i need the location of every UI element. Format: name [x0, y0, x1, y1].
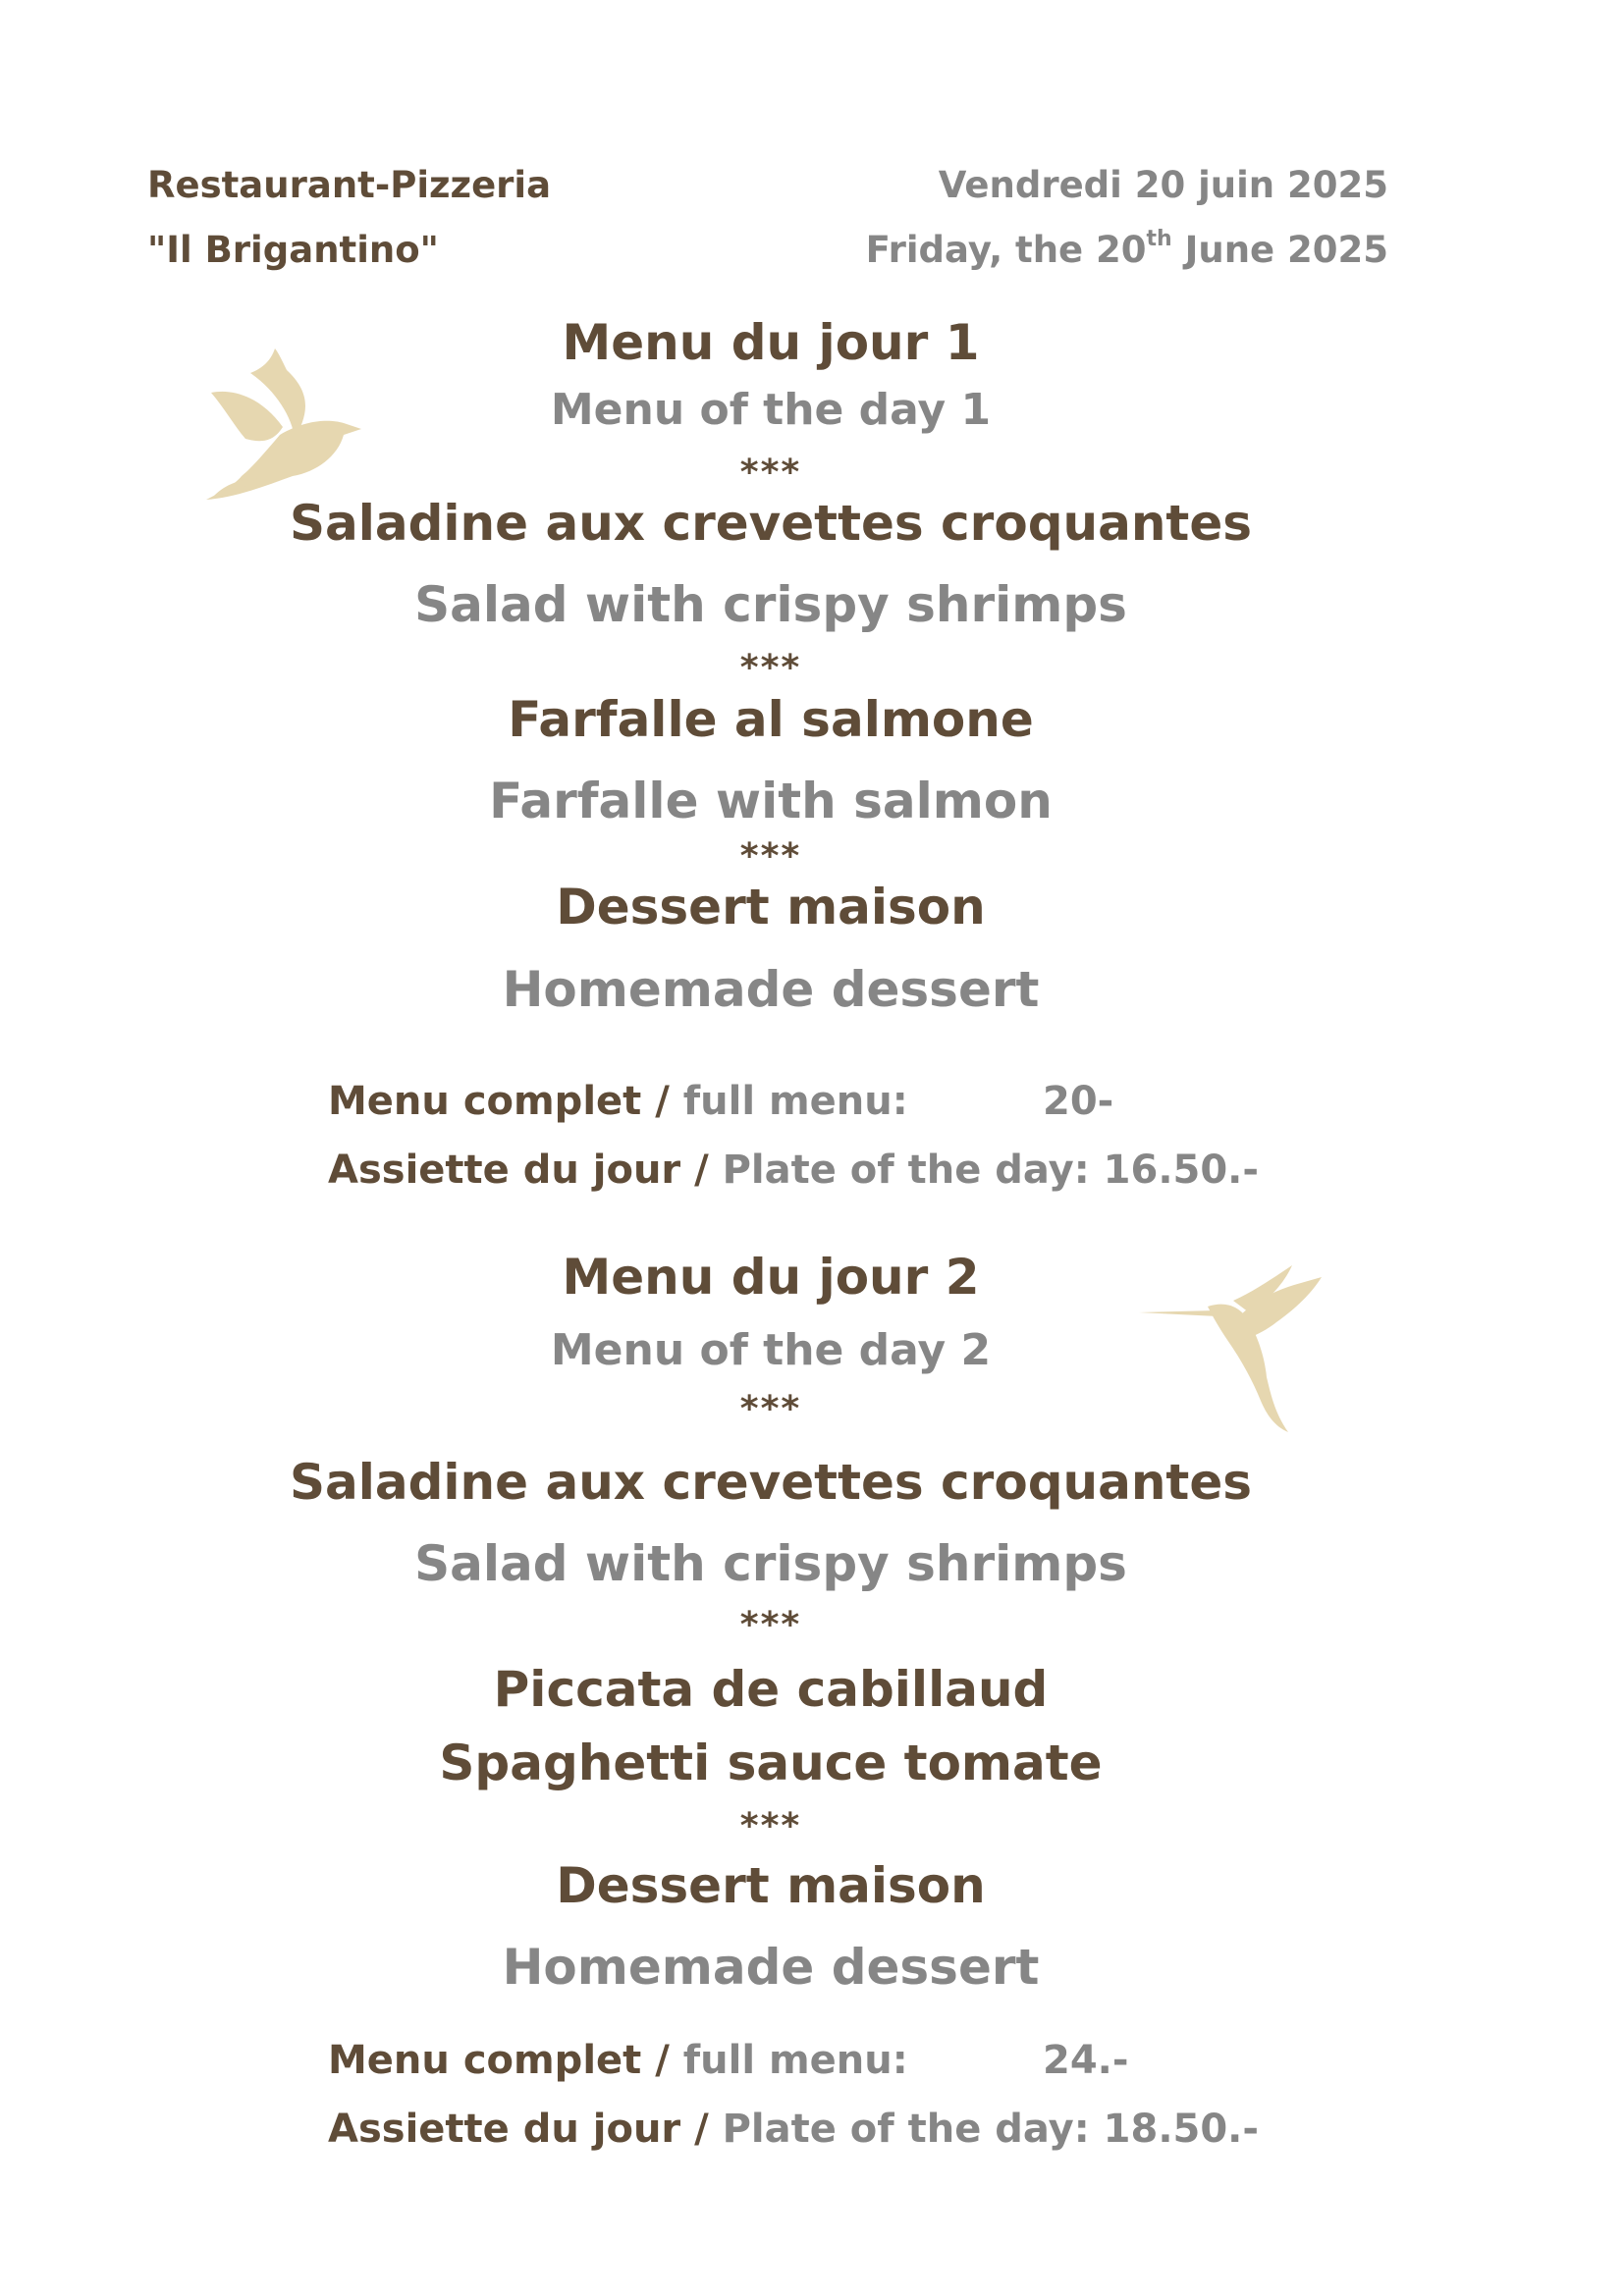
menu1-dessert-en: Homemade dessert [502, 961, 1040, 1018]
date-en-prefix: Friday, the 20 [865, 229, 1147, 271]
menu2-plate-label-en: Plate of the day: [722, 2107, 1104, 2152]
menu2-full-menu-label [328, 2038, 908, 2083]
menu1-plate-price: 16.50.- [1103, 1148, 1259, 1193]
menu1-main-fr: Farfalle al salmone [508, 691, 1034, 748]
menu2-separator-2: *** [739, 1605, 802, 1645]
menu2-dessert-en: Homemade dessert [502, 1939, 1040, 1996]
menu1-full-menu-label [328, 1079, 908, 1124]
menu1-separator-1: *** [739, 453, 802, 493]
menu1-title-fr: Menu du jour 1 [562, 314, 980, 371]
menu1-title-en: Menu of the day 1 [550, 385, 992, 435]
date-en [865, 226, 1388, 271]
menu1-starter-fr: Saladine aux crevettes croquantes [289, 495, 1252, 552]
restaurant-type: Restaurant-Pizzeria [147, 164, 552, 206]
menu2-full-label-en: full menu: [682, 2038, 908, 2083]
menu1-separator-3: *** [739, 836, 802, 877]
menu1-full-menu-price: 20- [1043, 1079, 1114, 1124]
menu2-dessert-fr: Dessert maison [556, 1857, 986, 1914]
menu1-dessert-fr: Dessert maison [556, 879, 986, 935]
menu1-plate-label-en: Plate of the day: [722, 1148, 1104, 1193]
menu1-main-en: Farfalle with salmon [489, 773, 1053, 829]
menu2-title-fr: Menu du jour 2 [562, 1249, 980, 1306]
menu2-starter-fr: Saladine aux crevettes croquantes [289, 1454, 1252, 1511]
menu2-plate-label-fr: Assiette du jour / [328, 2107, 723, 2152]
menu1-full-label-fr: Menu complet / [328, 1079, 683, 1124]
menu2-separator-3: *** [739, 1806, 802, 1846]
menu2-main-fr-line2: Spaghetti sauce tomate [439, 1735, 1103, 1791]
restaurant-name: "Il Brigantino" [147, 229, 439, 271]
menu2-plate-of-day [328, 2107, 1259, 2152]
menu2-title-en: Menu of the day 2 [550, 1325, 992, 1375]
menu1-plate-label-fr: Assiette du jour / [328, 1148, 723, 1193]
date-en-rest: June 2025 [1171, 229, 1388, 271]
menu2-plate-price: 18.50.- [1103, 2107, 1259, 2152]
date-fr: Vendredi 20 juin 2025 [938, 164, 1388, 206]
menu1-full-label-en: full menu: [682, 1079, 908, 1124]
menu1-plate-of-day [328, 1148, 1259, 1193]
menu2-starter-en: Salad with crispy shrimps [414, 1535, 1127, 1592]
menu1-starter-en: Salad with crispy shrimps [414, 576, 1127, 633]
menu1-separator-2: *** [739, 648, 802, 688]
menu2-separator-1: *** [739, 1389, 802, 1429]
menu2-full-menu-price: 24.- [1043, 2038, 1129, 2083]
menu2-full-label-fr: Menu complet / [328, 2038, 683, 2083]
date-en-suffix: th [1146, 226, 1172, 251]
menu2-main-fr-line1: Piccata de cabillaud [493, 1661, 1049, 1718]
